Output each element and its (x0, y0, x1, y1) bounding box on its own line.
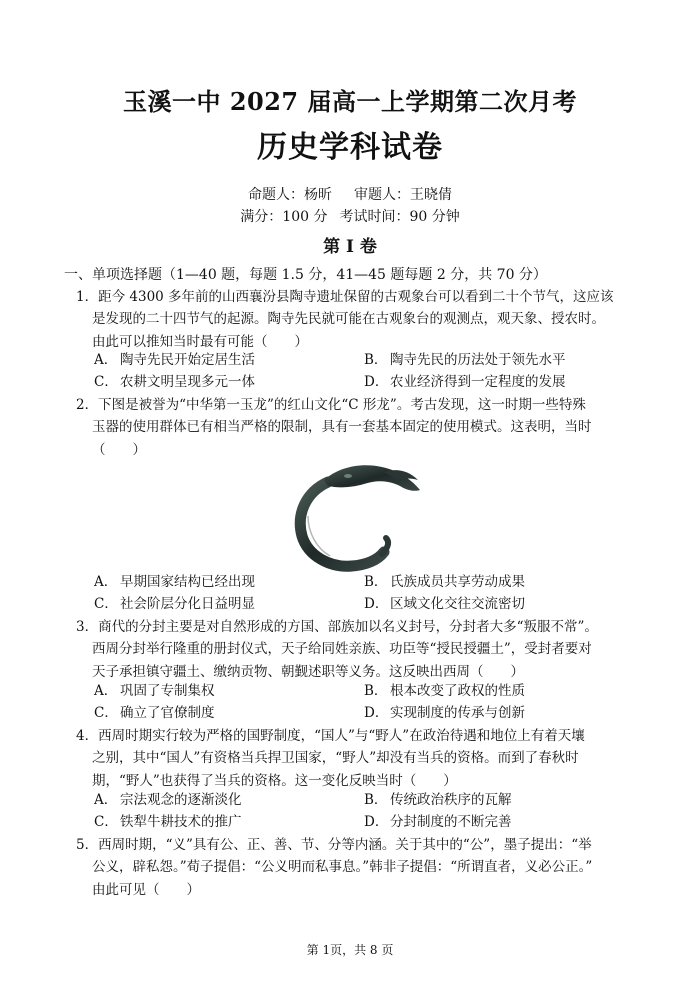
exam-title: 玉溪一中 2027 届高一上学期第二次月考 (122, 87, 577, 116)
volume-heading: 第 I 卷 (323, 237, 377, 257)
option-b[interactable]: B． 陶寺先民的历法处于领先水平 (364, 352, 566, 368)
author-label: 命题人：杨昕 (248, 187, 332, 203)
option-d[interactable]: D． 区域文化交往交流密切 (364, 596, 525, 613)
question-4 (76, 725, 632, 792)
question-stem-line: 由此可以推知当时最有可能（ ） (92, 333, 308, 350)
question-3-options (94, 680, 634, 725)
question-stem-line: 玉器的使用群体已有相当严格的限制，具有一套基本固定的使用模式。这表明，当时 (92, 419, 592, 436)
question-stem-line: 天子承担镇守疆土、缴纳贡物、朝觐述职等义务。这反映出西周（ ） (92, 663, 524, 680)
option-a[interactable]: A． 宗法观念的逐渐淡化 (94, 792, 242, 808)
question-number: 1． (76, 289, 99, 305)
option-a[interactable]: A． 陶寺先民开始定居生活 (94, 352, 255, 368)
question-1-options (94, 349, 634, 394)
reviewer-label: 审题人：王晓倩 (354, 187, 452, 203)
question-4-options (94, 789, 634, 834)
option-c[interactable]: C． 铁犁牛耕技术的推广 (94, 814, 242, 831)
exam-info (0, 206, 700, 226)
question-number: 4． (76, 728, 99, 744)
option-b[interactable]: B． 氏族成员共享劳动成果 (364, 574, 525, 590)
question-stem-line: 是发现的二十四节气的起源。陶寺先民就可能在古观象台的观测点，观天象、授农时。 (92, 311, 605, 328)
question-stem-line: 期，“野人”也获得了当兵的资格。这一变化反映当时（ ） (92, 772, 457, 789)
option-c[interactable]: C． 确立了官僚制度 (94, 705, 215, 722)
option-a[interactable]: A． 早期国家结构已经出现 (94, 574, 255, 590)
section-heading: 一、单项选择题（1—40 题，每题 1.5 分，41—45 题每题 2 分，共 70 分） (64, 267, 547, 283)
option-b[interactable]: B． 根本改变了政权的性质 (364, 683, 525, 699)
question-stem-line: 3．商代的分封主要是对自然形成的方国、部族加以名义封号，分封者大多“叛服不常”。 (76, 619, 598, 635)
question-stem-line: 4．西周时期实行较为严格的国野制度，“国人”与“野人”在政治待遇和地位上有着天壤 (76, 728, 585, 744)
score-label: 满分：100 分 (240, 209, 328, 225)
option-c[interactable]: C． 农耕文明呈现多元一体 (94, 374, 255, 391)
question-stem-line: 公义，辟私怨。”荀子提倡：“公义明而私事息。”韩非子提倡：“所谓直者，义必公正。” (92, 859, 593, 876)
question-number: 2． (76, 397, 99, 413)
option-d[interactable]: D． 农业经济得到一定程度的发展 (364, 374, 566, 391)
option-b[interactable]: B． 传统政治秩序的瓦解 (364, 792, 512, 808)
question-2 (76, 394, 632, 461)
exam-authors (0, 184, 700, 204)
question-1 (76, 286, 632, 353)
question-number: 3． (76, 619, 99, 635)
c-shaped-jade-dragon-image (288, 456, 428, 574)
question-stem-line: 西周分封举行隆重的册封仪式，天子给同姓亲族、功臣等“授民授疆土”，受封者要对 (92, 641, 592, 658)
question-3 (76, 616, 632, 683)
exam-subject-title: 历史学科试卷 (257, 130, 443, 165)
question-stem-line: （ ） (92, 441, 146, 458)
option-c[interactable]: C． 社会阶层分化日益明显 (94, 596, 255, 613)
option-d[interactable]: D． 实现制度的传承与创新 (364, 705, 525, 722)
question-stem-line: 1．距今 4300 多年前的山西襄汾县陶寺遗址保留的古观象台可以看到二十个节气，这应该 (76, 289, 614, 305)
question-5 (76, 834, 632, 901)
question-number: 5． (76, 837, 99, 853)
question-2-options (94, 571, 634, 616)
page-number: 第 1页，共 8 页 (306, 943, 394, 957)
time-label: 考试时间：90 分钟 (339, 209, 460, 225)
option-a[interactable]: A． 巩固了专制集权 (94, 683, 215, 699)
question-stem-line: 5．西周时期，“义”具有公、正、善、节、分等内涵。关于其中的“公”，墨子提出：“举 (76, 837, 592, 853)
question-stem-line: 2．下图是被誉为“中华第一玉龙”的红山文化“C 形龙”。考古发现，这一时期一些特殊 (76, 397, 586, 413)
question-stem-line: 之别，其中“国人”有资格当兵捍卫国家，“野人”却没有当兵的资格。而到了春秋时 (92, 750, 579, 767)
question-stem-line: 由此可见（ ） (92, 881, 200, 898)
option-d[interactable]: D． 分封制度的不断完善 (364, 814, 512, 831)
